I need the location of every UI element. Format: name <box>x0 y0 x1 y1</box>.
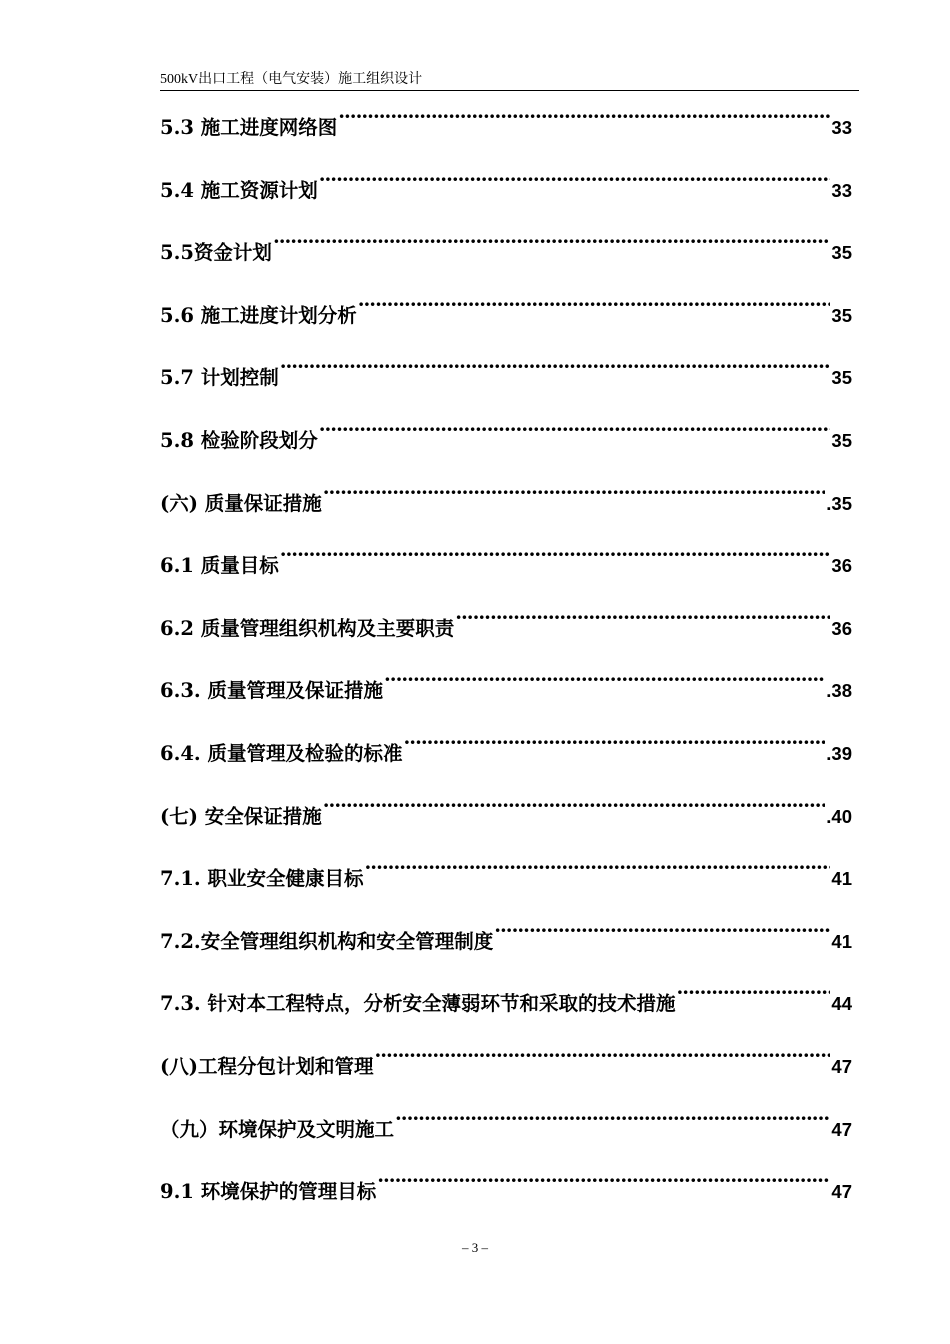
toc-entry-label: 5.5资金计划 <box>160 241 272 265</box>
toc-dot-leader <box>323 789 826 823</box>
toc-entry-page: 47 <box>831 1181 852 1203</box>
toc-entry[interactable] <box>160 288 852 351</box>
toc-entry[interactable] <box>160 476 852 539</box>
toc-entry-label: 5.4 施工资源计划 <box>160 178 318 202</box>
page-number: – 3 – <box>462 1240 488 1255</box>
toc-entry-page: 35 <box>831 429 852 451</box>
toc-entry-page: 36 <box>831 617 852 639</box>
toc-entry-label: (八)工程分包计划和管理 <box>160 1054 374 1078</box>
toc-dot-leader <box>365 851 831 885</box>
toc-entry-page: .38 <box>826 680 852 702</box>
header-rule <box>160 90 859 91</box>
toc-entry-label: 6.1 质量目标 <box>160 554 279 578</box>
toc-entry-label: 6.2 质量管理组织机构及主要职责 <box>160 616 455 640</box>
toc-entry-page: 35 <box>831 242 852 264</box>
toc-entry-page: .35 <box>826 492 852 514</box>
toc-entry[interactable] <box>160 350 852 413</box>
toc-entry-label: 6.3. 质量管理及保证措施 <box>160 679 384 703</box>
toc-entry-label: 9.1 环境保护的管理目标 <box>160 1180 377 1204</box>
toc-entry[interactable] <box>160 726 852 789</box>
toc-entry-page: .40 <box>826 805 852 827</box>
toc-entry-page: 44 <box>831 993 852 1015</box>
toc-entry-label: 5.6 施工进度计划分析 <box>160 303 357 327</box>
table-of-contents <box>160 100 852 1227</box>
toc-entry[interactable] <box>160 914 852 977</box>
toc-entry-label: (六) 质量保证措施 <box>160 491 322 515</box>
toc-entry-page: 41 <box>831 868 852 890</box>
toc-entry-label: 5.8 检验阶段划分 <box>160 428 318 452</box>
toc-entry-page: 33 <box>831 117 852 138</box>
running-header: 500kV出口工程（电气安装）施工组织设计 <box>160 72 423 87</box>
toc-entry-label: 5.3 施工进度网络图 <box>160 116 338 139</box>
toc-entry[interactable] <box>160 413 852 476</box>
toc-entry-label: 7.1. 职业安全健康目标 <box>160 867 364 891</box>
toc-entry-label: 5.7 计划控制 <box>160 366 279 390</box>
toc-entry[interactable] <box>160 538 852 601</box>
toc-entry[interactable] <box>160 789 852 852</box>
toc-entry[interactable] <box>160 225 852 288</box>
toc-entry[interactable] <box>160 663 852 726</box>
toc-dot-leader <box>280 538 831 572</box>
toc-entry[interactable] <box>160 100 852 163</box>
toc-dot-leader <box>323 476 826 510</box>
toc-dot-leader <box>319 163 831 197</box>
toc-entry-label: (七) 安全保证措施 <box>160 804 322 828</box>
toc-entry[interactable] <box>160 1039 852 1102</box>
toc-dot-leader <box>494 914 830 948</box>
toc-dot-leader <box>273 225 830 259</box>
toc-entry[interactable] <box>160 1102 852 1165</box>
toc-entry-label: 7.3. 针对本工程特点，分析安全薄弱环节和采取的技术措施 <box>160 992 676 1016</box>
toc-entry-page: 36 <box>831 555 852 577</box>
toc-dot-leader <box>374 1039 830 1073</box>
toc-entry-label: （九）环境保护及文明施工 <box>160 1117 395 1141</box>
toc-entry[interactable] <box>160 851 852 914</box>
toc-entry-page: 47 <box>831 1055 852 1077</box>
toc-dot-leader <box>319 413 831 447</box>
toc-entry[interactable] <box>160 1164 852 1227</box>
toc-entry-page: 35 <box>831 367 852 389</box>
toc-dot-leader <box>358 288 831 322</box>
toc-entry-page: 41 <box>831 930 852 952</box>
toc-entry-page: 33 <box>831 179 852 201</box>
toc-entry-page: 35 <box>831 304 852 326</box>
toc-dot-leader <box>280 350 831 384</box>
toc-entry-page: .39 <box>826 742 852 764</box>
toc-dot-leader <box>395 1102 830 1136</box>
toc-dot-leader <box>404 726 826 760</box>
toc-dot-leader <box>455 601 830 635</box>
toc-entry-page: 47 <box>831 1118 852 1140</box>
toc-dot-leader <box>384 663 825 697</box>
toc-entry[interactable] <box>160 601 852 664</box>
toc-dot-leader <box>377 1164 830 1198</box>
toc-entry[interactable] <box>160 976 852 1039</box>
toc-entry-label: 7.2.安全管理组织机构和安全管理制度 <box>160 929 494 953</box>
toc-dot-leader <box>677 976 831 1010</box>
toc-entry-label: 6.4. 质量管理及检验的标准 <box>160 741 403 765</box>
toc-entry[interactable] <box>160 163 852 226</box>
toc-dot-leader <box>338 100 830 134</box>
